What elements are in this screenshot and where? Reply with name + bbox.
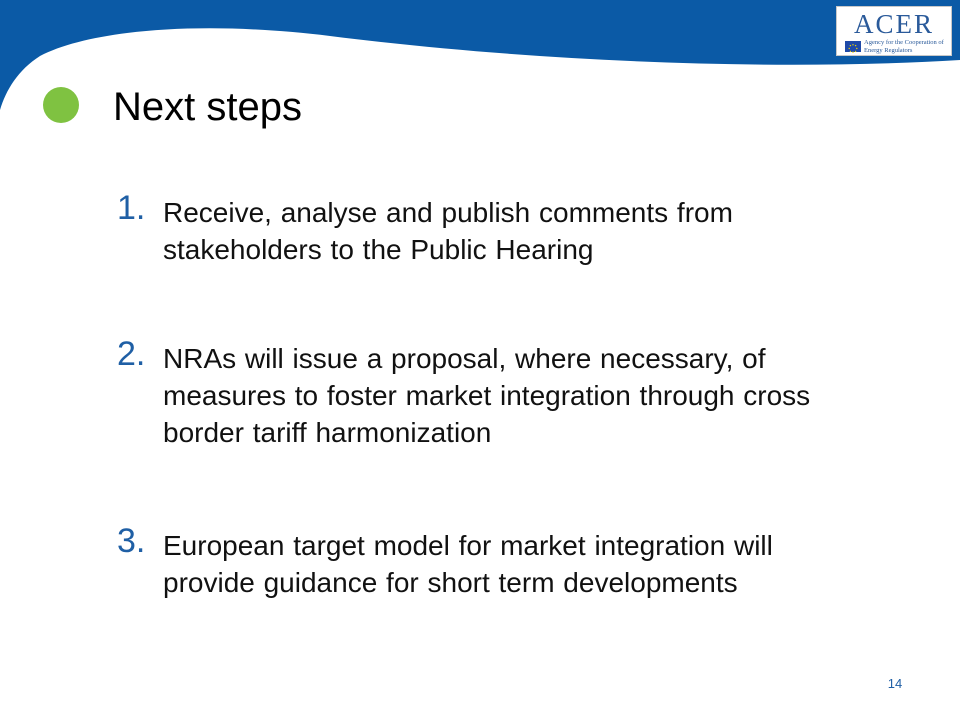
step-text: NRAs will issue a proposal, where necessary, of measures to foster market integration through cross border tariff harmonization xyxy=(163,343,811,448)
page-number: 14 xyxy=(887,676,903,691)
step-number: 3. xyxy=(117,522,146,560)
step-number: 2. xyxy=(117,335,146,373)
step-text: Receive, analyse and publish comments from stakeholders to the Public Hearing xyxy=(163,197,733,265)
acer-logo xyxy=(836,6,952,56)
title-bullet-dot xyxy=(43,87,79,123)
eu-flag-icon xyxy=(845,41,861,52)
logo-subtitle: Agency for the Cooperation of Energy Regulators xyxy=(864,39,944,54)
slide-title: Next steps xyxy=(113,85,302,129)
step-number: 1. xyxy=(117,189,146,227)
logo-wordmark: ACER xyxy=(853,9,934,39)
step-text: European target model for market integration will provide guidance for short term developments xyxy=(163,530,773,598)
